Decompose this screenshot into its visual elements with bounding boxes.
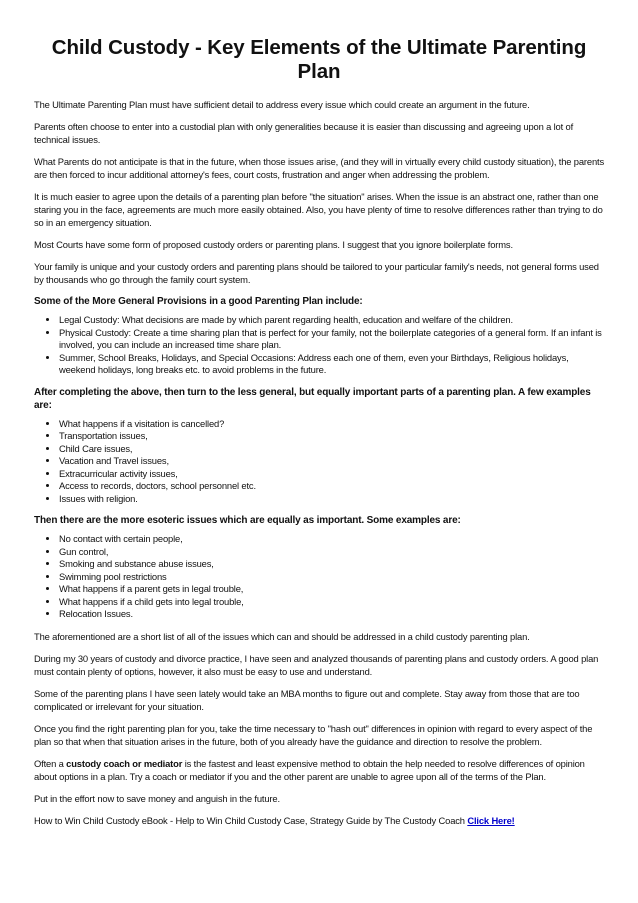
effort-paragraph: Put in the effort now to save money and anguish in the future. xyxy=(34,792,280,804)
list-item: • Smoking and substance abuse issues, xyxy=(59,558,604,571)
esoteric-issues-list xyxy=(34,533,604,621)
less-general-heading: After completing the above, then turn to the less general, but equally important parts of a parenting plan. A few examples are: xyxy=(34,386,591,411)
coach-text-before: Often a xyxy=(34,757,67,769)
closing-paragraph-4: Once you find the right parenting plan for you, take the time necessary to "hash out" differences in opinion with regard to every aspect of the plan so that when that situation arises in the future, both of you already have the guidance and direction to resolve the problem. xyxy=(34,722,593,747)
intro-paragraph-6: Your family is unique and your custody orders and parenting plans should be tailored to your particular family's needs, not general forms used by thousands who go through the family court system. xyxy=(34,261,599,285)
page-title: Child Custody - Key Elements of the Ultimate Parenting Plan xyxy=(51,36,587,83)
list-item: • Vacation and Travel issues, xyxy=(59,455,604,468)
list-item: • Relocation Issues. xyxy=(59,608,604,621)
intro-paragraph-4: It is much easier to agree upon the details of a parenting plan before "the situation" arises. When the issue is an abstract one, rather than one staring you in the face, agreements are much more easily obtained. Also, you have plenty of time to resolve differences rather than trying to do so in an emergency situation. xyxy=(34,191,603,228)
closing-paragraph-1: The aforementioned are a short list of all of the issues which can and should be addressed in a child custody parenting plan. xyxy=(34,630,530,642)
list-item: • Extracurricular activity issues, xyxy=(59,468,604,481)
list-item: • No contact with certain people, xyxy=(59,533,604,546)
coach-bold-term: custody coach or mediator xyxy=(66,757,183,769)
list-item: • Access to records, doctors, school personnel etc. xyxy=(59,480,604,493)
intro-paragraph-5: Most Courts have some form of proposed custody orders or parenting plans. I suggest that you ignore boilerplate forms. xyxy=(34,239,513,250)
footer-paragraph xyxy=(34,814,604,827)
closing-paragraph-2: During my 30 years of custody and divorce practice, I have seen and analyzed thousands of parenting plans and custody orders. A good plan must contain plenty of options, however, it also must be easy to use and understand. xyxy=(34,652,599,677)
less-general-list xyxy=(34,418,604,506)
list-item: • What happens if a child gets into legal trouble, xyxy=(59,596,604,609)
intro-paragraph-1: The Ultimate Parenting Plan must have sufficient detail to address every issue which could create an argument in the future. xyxy=(34,99,530,110)
intro-paragraph-2: Parents often choose to enter into a custodial plan with only generalities because it is easier than discussing and agreeing upon a lot of technical issues. xyxy=(34,121,574,145)
list-item: • Issues with religion. xyxy=(59,493,604,506)
list-item: • Legal Custody: What decisions are made by which parent regarding health, education and welfare of the children. xyxy=(59,314,604,327)
general-provisions-heading: Some of the More General Provisions in a good Parenting Plan include: xyxy=(34,296,363,307)
list-item: • Physical Custody: Create a time sharing plan that is perfect for your family, not the boilerplate categories of a general form. If an infant is involved, you can include an increased time share plan. xyxy=(59,327,604,352)
coach-paragraph xyxy=(34,757,604,783)
list-item: • What happens if a parent gets in legal trouble, xyxy=(59,583,604,596)
list-item: • Summer, School Breaks, Holidays, and Special Occasions: Address each one of them, even your Birthdays, Religious holidays, weekend holidays, long breaks etc. to avoid problems in the future. xyxy=(59,352,604,377)
footer-text: How to Win Child Custody eBook - Help to Win Child Custody Case, Strategy Guide by The Custody Coach xyxy=(34,814,468,826)
coach-text-after: is the fastest and least expensive method to obtain the help needed to resolve differences of opinion about options in a plan. Try a coach or mediator if you and the other parent are unable to agree upon all of the terms of the Plan. xyxy=(34,757,585,782)
esoteric-issues-heading: Then there are the more esoteric issues which are equally as important. Some examples are: xyxy=(34,515,461,526)
list-item: • Child Care issues, xyxy=(59,443,604,456)
list-item: • Transportation issues, xyxy=(59,430,604,443)
list-item: • Swimming pool restrictions xyxy=(59,571,604,584)
list-item: • What happens if a visitation is cancelled? xyxy=(59,418,604,431)
click-here-link[interactable]: Click Here! xyxy=(467,814,515,826)
general-provisions-list xyxy=(34,314,604,377)
intro-paragraph-3: What Parents do not anticipate is that in the future, when those issues arise, (and they will in virtually every child custody situation), the parents are then forced to incur additional attorney's fees, court costs, frustration and anger when addressing the problem. xyxy=(34,156,604,180)
list-item: • Gun control, xyxy=(59,546,604,559)
closing-paragraph-3: Some of the parenting plans I have seen lately would take an MBA months to figure out and complete. Stay away from those that are too complicated or irrelevant for your situation. xyxy=(34,687,580,712)
